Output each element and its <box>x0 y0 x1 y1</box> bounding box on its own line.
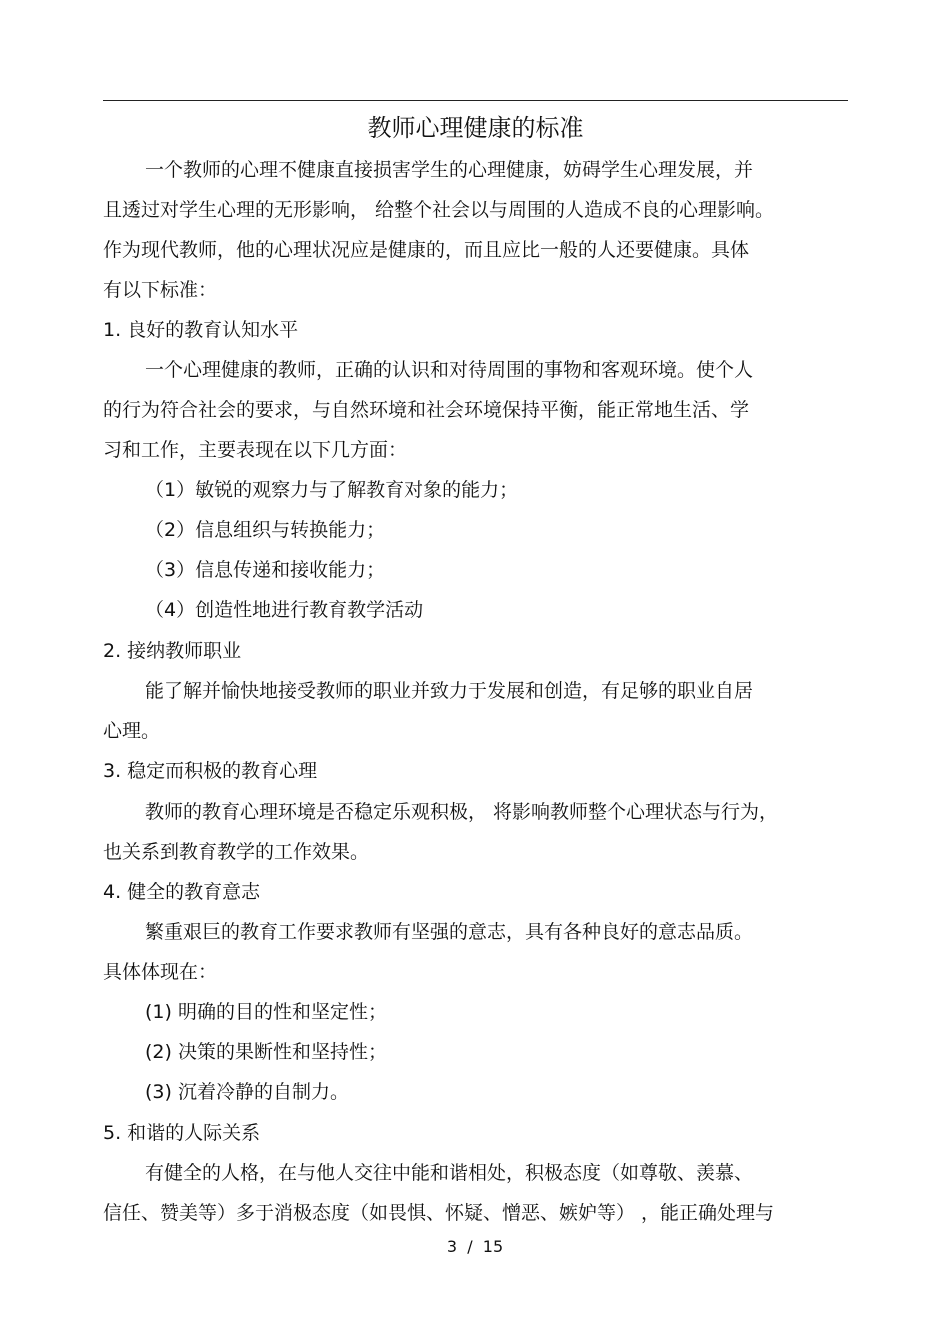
paragraph-line: 一个教师的心理不健康直接损害学生的心理健康，妨碍学生心理发展，并 <box>145 159 754 181</box>
paragraph-line: 作为现代教师，他的心理状况应是健康的，而且应比一般的人还要健康。具体 <box>103 239 750 261</box>
paragraph-line: 繁重艰巨的教育工作要求教师有坚强的意志，具有各种良好的意志品质。 <box>145 921 754 943</box>
page-number: 3 / 15 <box>446 1237 504 1256</box>
list-item: （3）信息传递和接收能力； <box>145 559 386 581</box>
section-heading: 2. 接纳教师职业 <box>103 640 242 662</box>
list-item: （4）创造性地进行教育教学活动 <box>145 599 424 621</box>
section-heading: 5. 和谐的人际关系 <box>103 1122 261 1144</box>
paragraph-line: 也关系到教育教学的工作效果。 <box>103 841 370 863</box>
paragraph-line: 心理。 <box>103 720 161 742</box>
document-title: 教师心理健康的标准 <box>367 114 584 142</box>
paragraph-line: 一个心理健康的教师，正确的认识和对待周围的事物和客观环境。使个人 <box>145 359 754 381</box>
paragraph-line: 且透过对学生心理的无形影响， 给整个社会以与周围的人造成不良的心理影响。 <box>103 199 775 221</box>
section-heading: 3. 稳定而积极的教育心理 <box>103 760 318 782</box>
paragraph-line: 习和工作，主要表现在以下几方面： <box>103 439 408 461</box>
section-heading: 4. 健全的教育意志 <box>103 881 261 903</box>
paragraph-line: 有以下标准： <box>103 279 218 301</box>
list-item: (2) 决策的果断性和坚持性； <box>145 1041 387 1063</box>
paragraph-line: 的行为符合社会的要求，与自然环境和社会环境保持平衡，能正常地生活、学 <box>103 399 750 421</box>
paragraph-line: 信任、赞美等）多于消极态度（如畏惧、怀疑、憎恶、嫉妒等） ，能正确处理与 <box>103 1202 775 1224</box>
header-rule <box>103 100 848 101</box>
paragraph-line: 有健全的人格，在与他人交往中能和谐相处，积极态度（如尊敬、羡慕、 <box>145 1162 754 1184</box>
paragraph-line: 教师的教育心理环境是否稳定乐观积极， 将影响教师整个心理状态与行为， <box>145 801 779 823</box>
list-item: （2）信息组织与转换能力； <box>145 519 386 541</box>
paragraph-line: 具体体现在： <box>103 961 218 983</box>
section-heading: 1. 良好的教育认知水平 <box>103 319 299 341</box>
list-item: (1) 明确的目的性和坚定性； <box>145 1001 387 1023</box>
list-item: （1）敏锐的观察力与了解教育对象的能力； <box>145 479 519 501</box>
list-item: (3) 沉着冷静的自制力。 <box>145 1081 349 1103</box>
paragraph-line: 能了解并愉快地接受教师的职业并致力于发展和创造，有足够的职业自居 <box>145 680 754 702</box>
